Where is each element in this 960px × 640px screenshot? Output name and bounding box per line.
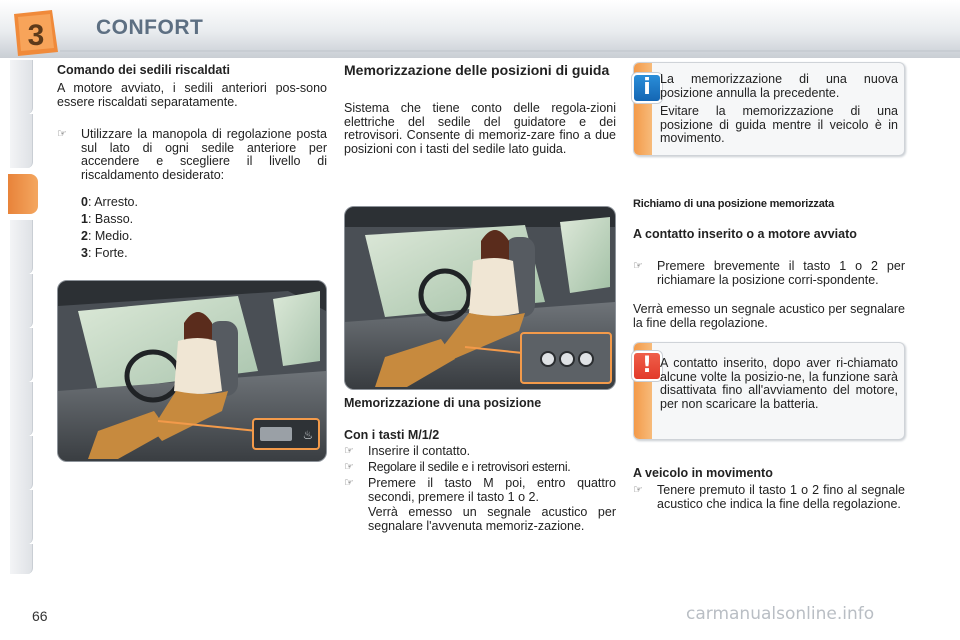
buttons-subheading: Con i tasti M/1/2 (344, 428, 440, 442)
page-title: CONFORT (96, 16, 204, 39)
chapter-tab-active[interactable] (8, 174, 38, 214)
memory-step: ☞ Regolare il sedile e i retrovisori esterni. (344, 460, 571, 474)
svg-text:♨: ♨ (302, 428, 314, 442)
chapter-tab[interactable] (10, 328, 33, 382)
chapter-tab[interactable] (10, 274, 33, 328)
chapter-tab[interactable] (10, 490, 33, 544)
memory-confirmation: Verrà emesso un segnale acustico per segnalare l'avvenuta memoriz-zazione. (368, 505, 616, 533)
recall-heading: Richiamo di una posizione memorizzata (633, 198, 835, 210)
info-note-text-2: Evitare la memorizzazione di una posizione di guida mentre il veicolo è in movimento. (660, 104, 898, 145)
chapter-tab[interactable] (10, 382, 33, 436)
chapter-number: 3 (27, 19, 45, 52)
bullet-arrow-icon: ☞ (633, 260, 643, 272)
chapter-tab[interactable] (10, 544, 33, 574)
heat-level: 2: Medio. (81, 229, 133, 243)
warning-note-text: A contatto inserito, dopo aver ri-chiamato alcune volte la posizio-ne, la funzione sarà disattivata fino all'avviamento del motore, per non scaricare la batteria. (660, 356, 898, 411)
memory-caption: Memorizzazione di una posizione (344, 396, 542, 410)
moving-heading: A veicolo in movimento (633, 466, 773, 480)
info-icon: i (632, 73, 662, 103)
section-heading-heated-seats: Comando dei sedili riscaldati (57, 63, 230, 77)
chapter-tab[interactable] (10, 436, 33, 490)
recall-beep-note: Verrà emesso un segnale acustico per segnalare la fine della regolazione. (633, 302, 905, 330)
chapter-tab[interactable] (10, 114, 33, 168)
heat-level: 0: Arresto. (81, 195, 138, 209)
bullet-arrow-icon: ☞ (57, 128, 67, 140)
chapter-tab[interactable] (10, 220, 33, 274)
recall-step: ☞ Premere brevemente il tasto 1 o 2 per richiamare la posizione corri-spondente. (633, 259, 905, 287)
info-note-text-1: La memorizzazione di una nuova posizione annulla la precedente. (660, 72, 898, 100)
heated-seat-photo (57, 280, 327, 462)
heated-seats-bullet (57, 128, 327, 182)
info-note-box (633, 62, 905, 156)
heat-level: 3: Forte. (81, 246, 128, 260)
watermark: carmanualsonline.info (686, 604, 875, 624)
memory-step: ☞ Inserire il contatto. (344, 444, 471, 458)
heated-seats-intro: A motore avviato, i sedili anteriori pos-sono essere riscaldati separatamente. (57, 81, 327, 109)
chapter-tab[interactable] (10, 60, 33, 114)
header-rule (60, 50, 960, 52)
section-heading-memory: Memorizzazione delle posizioni di guida (344, 62, 610, 78)
chapter-badge (12, 8, 60, 58)
warning-icon: ! (632, 351, 662, 381)
moving-step: ☞ Tenere premuto il tasto 1 o 2 fino al segnale acustico che indica la fine della regolazione. (633, 483, 905, 511)
bullet-arrow-icon: ☞ (344, 461, 354, 473)
chapter-tabs (10, 60, 32, 580)
heat-levels-list (81, 194, 138, 262)
memory-step: ☞ Premere il tasto M poi, entro quattro secondi, premere il tasto 1 o 2. (344, 476, 616, 504)
memory-buttons-photo (344, 206, 616, 390)
bullet-text: Utilizzare la manopola di regolazione posta sul lato di ogni sedile anteriore per accendere e scegliere il livello di riscaldamento desiderato: (81, 127, 327, 182)
bullet-arrow-icon: ☞ (344, 445, 354, 457)
page-number: 66 (32, 608, 48, 624)
bullet-arrow-icon: ☞ (633, 484, 643, 496)
warning-note-box (633, 342, 905, 440)
heat-level: 1: Basso. (81, 212, 134, 226)
bullet-arrow-icon: ☞ (344, 477, 354, 489)
contact-heading: A contatto inserito o a motore avviato (633, 227, 857, 241)
memory-intro: Sistema che tiene conto delle regola-zioni elettriche del sedile del guidatore e dei retrovisori. Consente di memoriz-zare fino a due posizioni con i tasti del sedile lato guida. (344, 101, 616, 156)
